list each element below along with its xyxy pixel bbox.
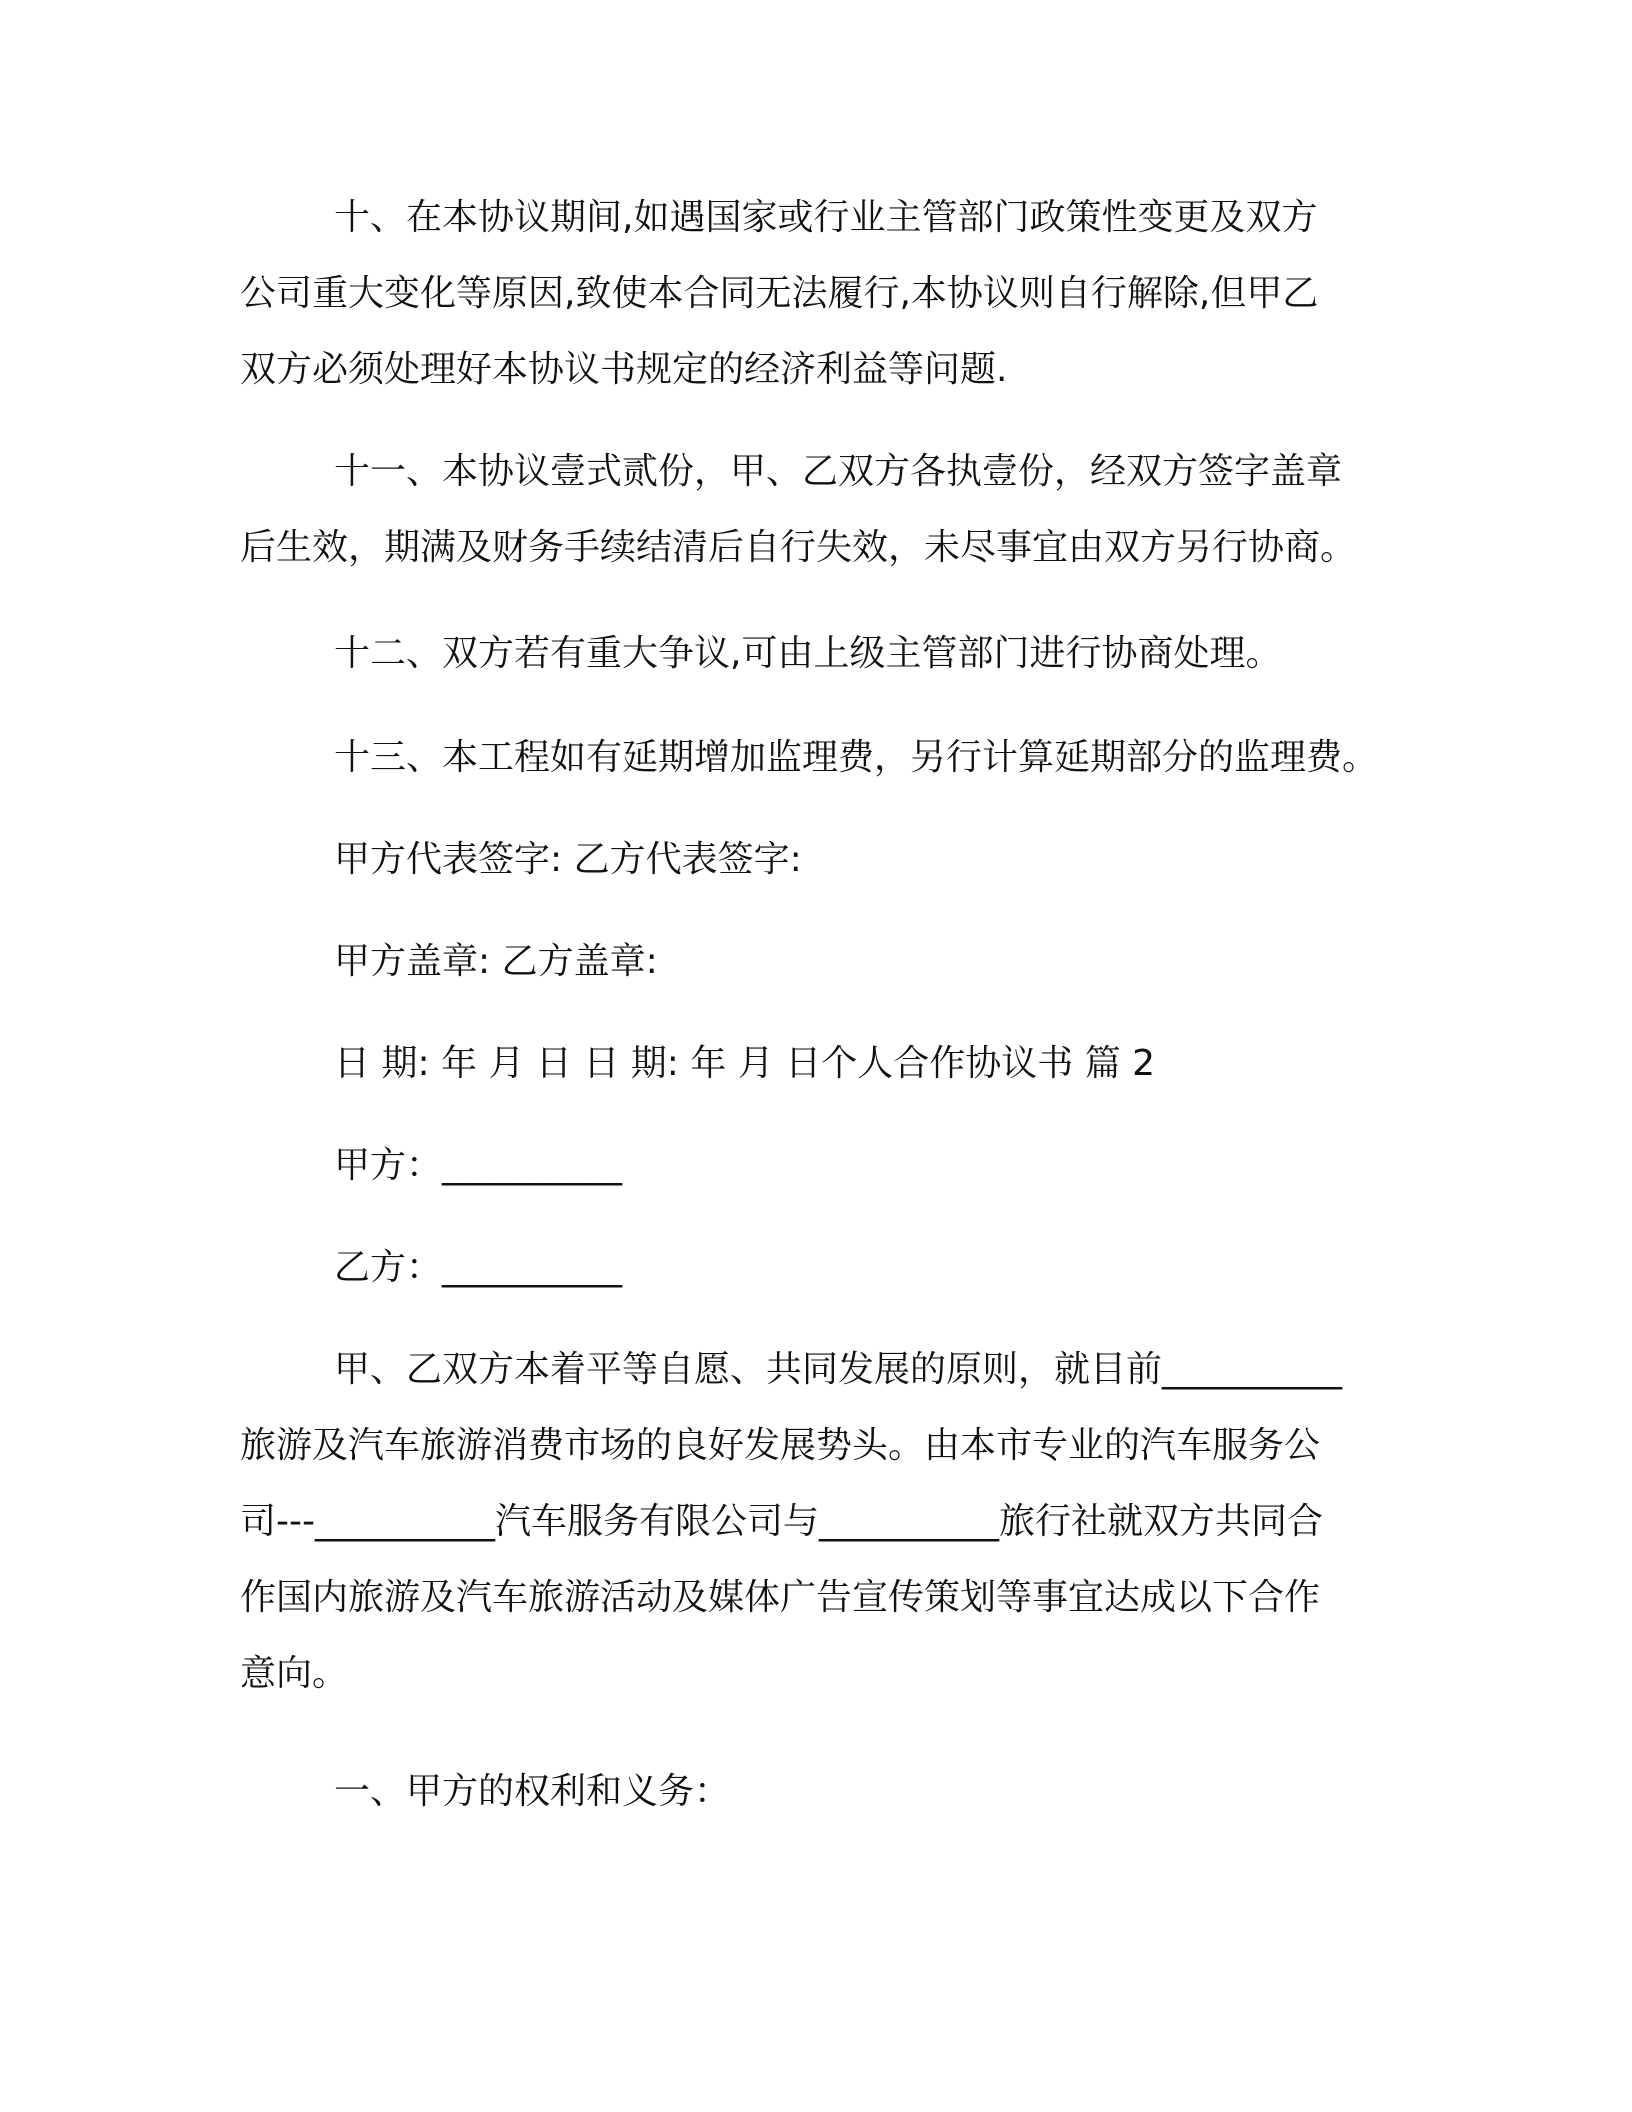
- party-a-line: 甲方：__________: [334, 1145, 623, 1186]
- intro-line-1: 甲、乙双方本着平等自愿、共同发展的原则，就目前__________: [334, 1349, 1343, 1390]
- clause-10-line-3: 双方必须处理好本协议书规定的经济利益等问题.: [240, 349, 1008, 390]
- intro-line-5: 意向。: [240, 1653, 349, 1694]
- section-heading-party-a: 一、甲方的权利和义务：: [334, 1771, 731, 1812]
- clause-12-line: 十二、双方若有重大争议,可由上级主管部门进行协商处理。: [334, 633, 1282, 674]
- clause-11-line-2: 后生效，期满及财务手续结清后自行失效，未尽事宜由双方另行协商。: [240, 527, 1357, 568]
- clause-10-line-2: 公司重大变化等原因,致使本合同无法履行,本协议则自行解除,但甲乙: [240, 273, 1319, 314]
- intro-line-4: 作国内旅游及汽车旅游活动及媒体广告宣传策划等事宜达成以下合作: [240, 1577, 1321, 1618]
- intro-line-3: 司---__________汽车服务有限公司与__________旅行社就双方共同合: [240, 1501, 1323, 1542]
- date-line: 日 期: 年 月 日 日 期: 年 月 日个人合作协议书 篇 2: [334, 1043, 1156, 1084]
- intro-line-2: 旅游及汽车旅游消费市场的良好发展势头。由本市专业的汽车服务公: [240, 1425, 1321, 1466]
- party-b-line: 乙方：__________: [334, 1247, 623, 1288]
- signature-line: 甲方代表签字: 乙方代表签字:: [334, 839, 802, 880]
- seal-line: 甲方盖章: 乙方盖章:: [334, 941, 658, 982]
- clause-10-line-1: 十、在本协议期间,如遇国家或行业主管部门政策性变更及双方: [334, 197, 1318, 238]
- clause-13-line: 十三、本工程如有延期增加监理费，另行计算延期部分的监理费。: [334, 737, 1379, 778]
- clause-11-line-1: 十一、本协议壹式贰份，甲、乙双方各执壹份，经双方签字盖章: [334, 451, 1343, 492]
